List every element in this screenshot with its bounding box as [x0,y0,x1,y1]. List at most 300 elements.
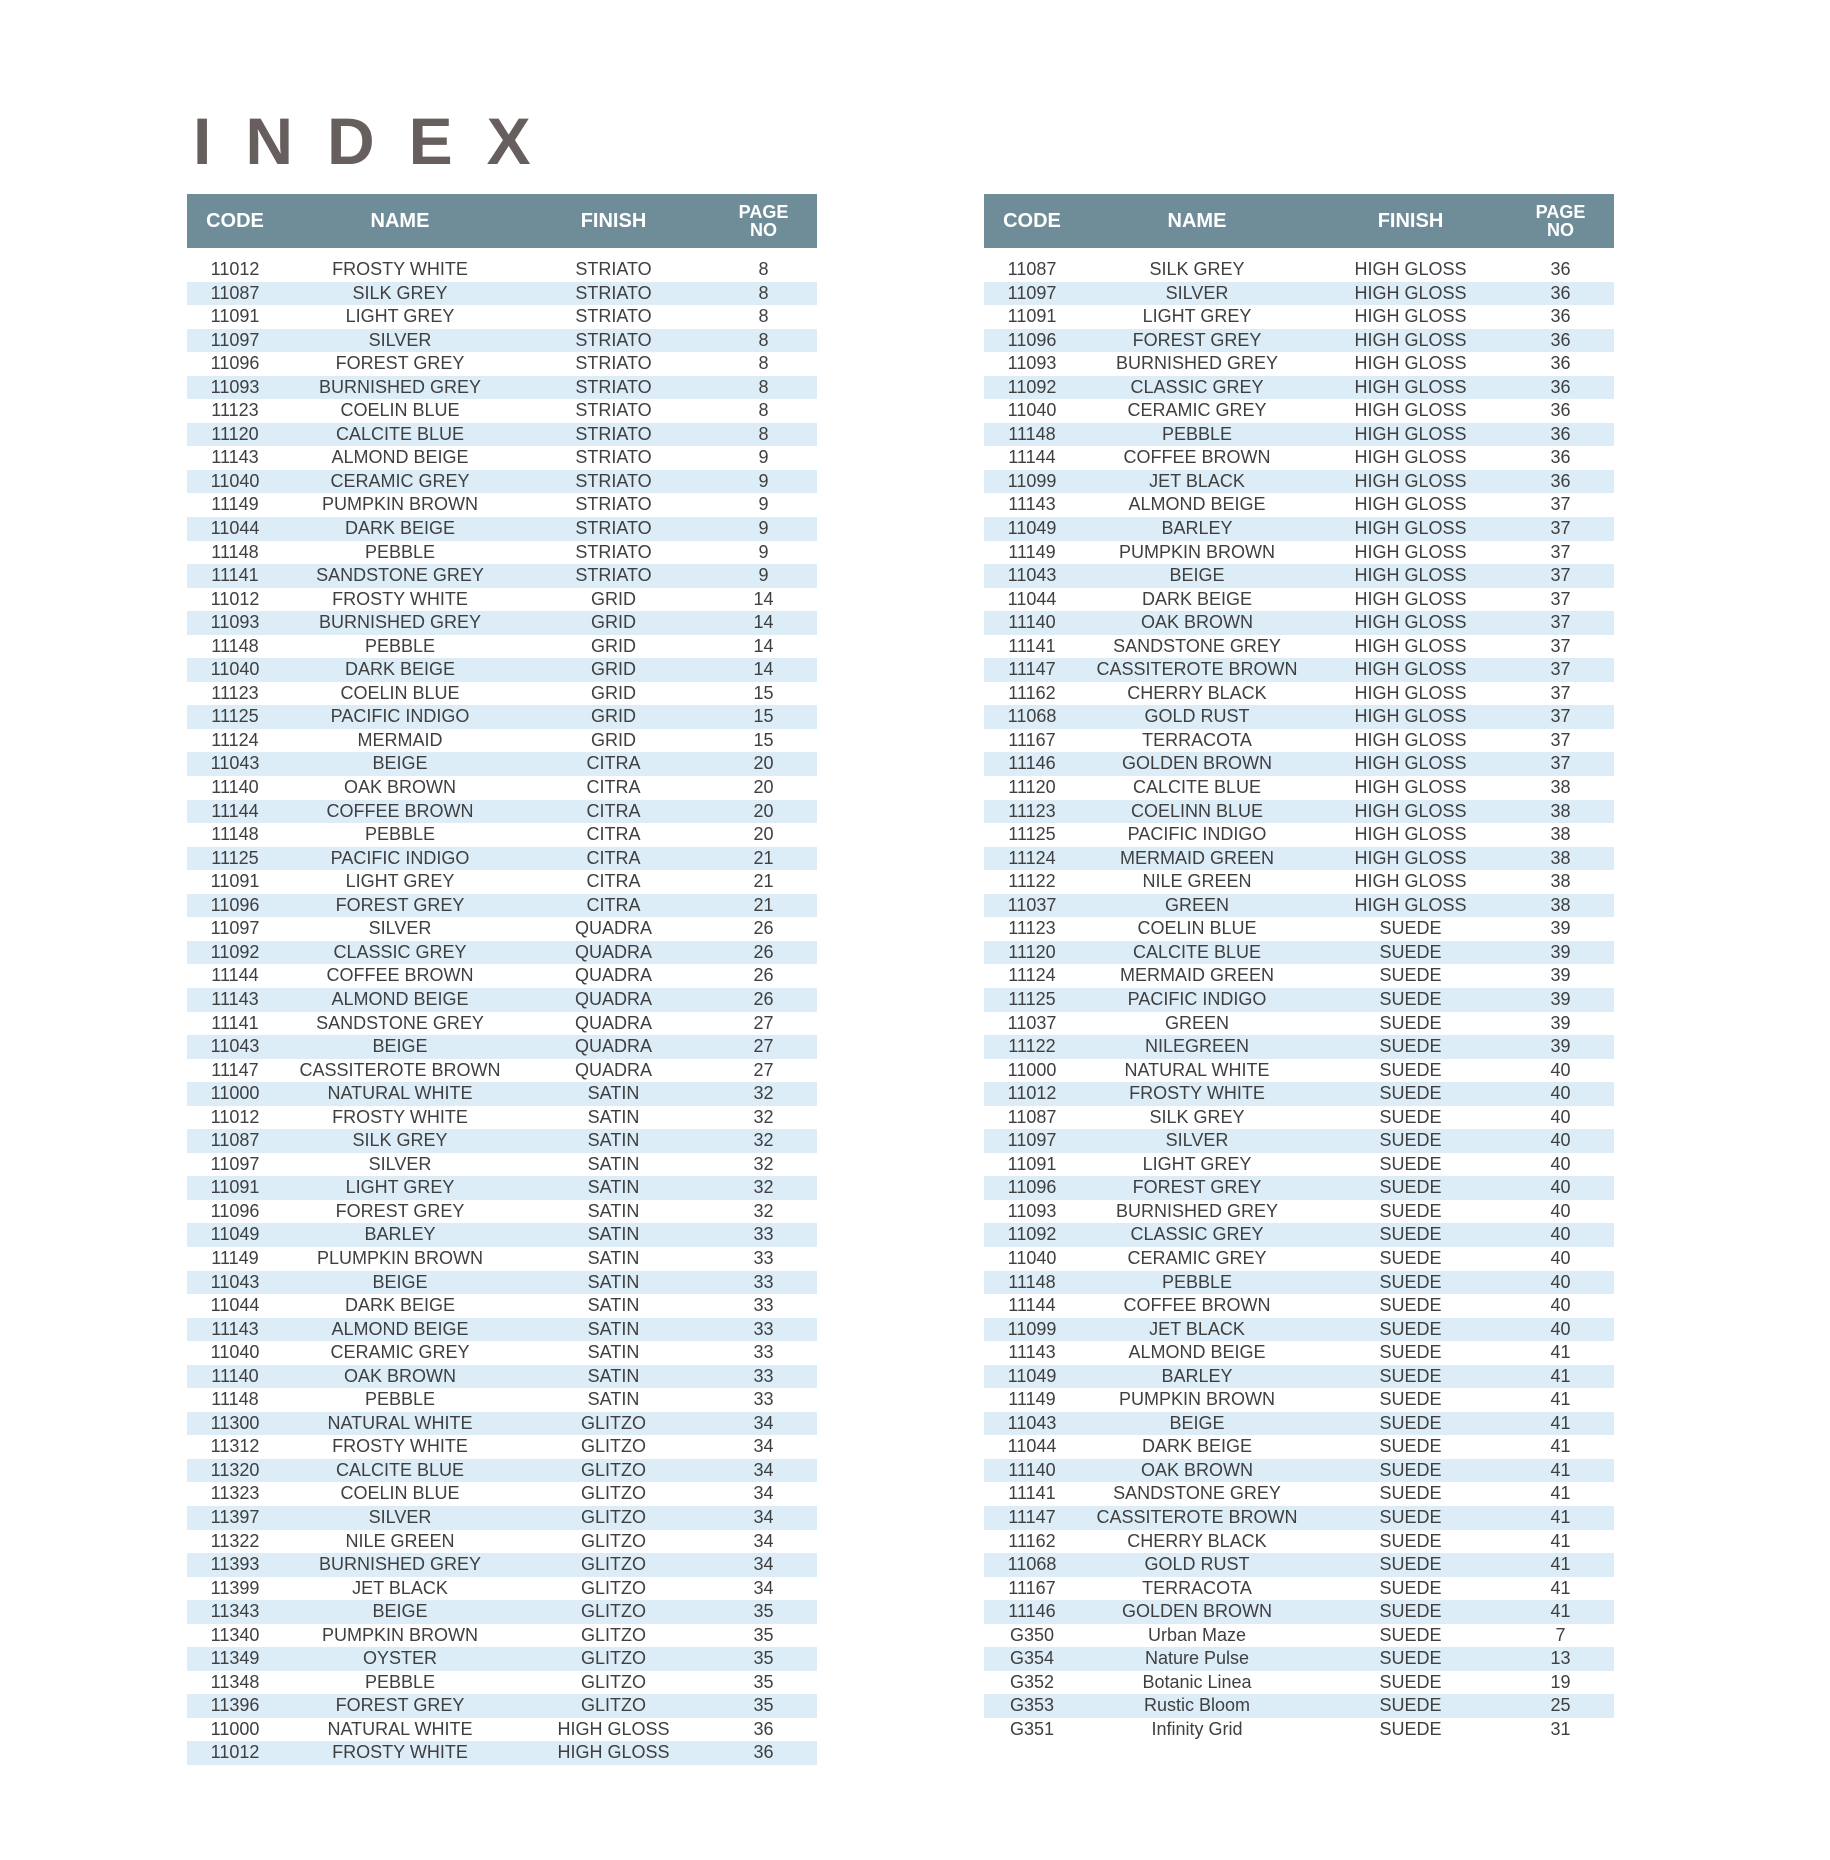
table-row [984,1600,1614,1624]
table-row [187,1718,817,1742]
cell-finish: SUEDE [1379,1718,1442,1739]
cell-finish: HIGH GLOSS [1354,282,1467,303]
table-row [187,588,817,612]
cell-page: 39 [1550,941,1571,962]
cell-finish: GRID [591,729,636,750]
cell-name: CLASSIC GREY [333,941,467,962]
cell-finish: SUEDE [1379,1200,1442,1221]
cell-name: DARK BEIGE [1141,588,1253,609]
cell-name: GREEN [1164,1012,1229,1033]
cell-finish: SUEDE [1379,1012,1442,1033]
cell-code: 11092 [1007,376,1057,397]
cell-finish: SUEDE [1379,918,1442,939]
cell-code: 11397 [210,1506,260,1527]
cell-finish: STRIATO [575,282,652,303]
cell-code: 11120 [1008,777,1056,798]
table-row [984,1506,1614,1530]
cell-finish: SUEDE [1379,1036,1442,1057]
cell-code: 11300 [210,1412,260,1433]
table-row [984,1624,1614,1648]
cell-page: 38 [1550,824,1571,845]
cell-name: FOREST GREY [335,353,465,374]
cell-code: 11000 [1007,1059,1057,1080]
cell-name: SANDSTONE GREY [1113,635,1281,656]
cell-code: 11044 [1007,588,1057,609]
cell-code: 11040 [1007,1247,1057,1268]
cell-finish: SUEDE [1379,1601,1442,1622]
cell-code: 11123 [211,682,259,703]
cell-code: 11093 [210,376,260,397]
cell-code: 11093 [1007,1200,1057,1221]
cell-finish: HIGH GLOSS [557,1718,670,1739]
cell-page: 38 [1550,847,1571,868]
cell-page: 13 [1550,1648,1571,1669]
header-page-line1: PAGE [738,202,789,222]
table-row [984,470,1614,494]
cell-name: FROSTY WHITE [1129,1083,1265,1104]
cell-page: 33 [753,1342,774,1363]
cell-code: 11091 [210,1177,260,1198]
cell-name: SANDSTONE GREY [316,1012,484,1033]
cell-finish: GLITZO [580,1554,646,1575]
table-row [984,705,1614,729]
cell-finish: SUEDE [1379,1177,1442,1198]
cell-page: 41 [1550,1506,1571,1527]
table-row [984,1647,1614,1671]
table-row [984,1200,1614,1224]
cell-finish: SUEDE [1379,1554,1442,1575]
cell-code: 11092 [210,941,260,962]
cell-finish: QUADRA [574,1012,652,1033]
cell-name: CERAMIC GREY [1127,400,1267,421]
cell-code: 11087 [210,1130,260,1151]
cell-page: 35 [753,1601,774,1622]
table-row [984,258,1614,282]
cell-page: 40 [1550,1247,1571,1268]
cell-code: 11099 [1007,1318,1057,1339]
table-row [187,800,817,824]
table-row [984,823,1614,847]
table-row [187,352,817,376]
cell-page: 33 [753,1247,774,1268]
table-row [187,1271,817,1295]
cell-finish: GLITZO [580,1436,646,1457]
table-row [984,1365,1614,1389]
cell-code: 11124 [1008,847,1056,868]
cell-name: PEBBLE [364,1389,436,1410]
cell-name: BARLEY [1161,1365,1233,1386]
cell-name: BURNISHED GREY [318,1554,482,1575]
table-row [187,847,817,871]
cell-code: 11096 [1007,329,1057,350]
cell-finish: SUEDE [1379,1483,1442,1504]
cell-finish: GLITZO [580,1601,646,1622]
table-row [984,376,1614,400]
cell-finish: STRIATO [575,541,652,562]
cell-page: 40 [1550,1200,1571,1221]
cell-finish: SATIN [587,1083,640,1104]
cell-page: 36 [1550,447,1571,468]
table-row [187,658,817,682]
cell-page: 40 [1550,1130,1571,1151]
cell-code: 11143 [1008,1342,1056,1363]
table-row [984,894,1614,918]
cell-name: FOREST GREY [1132,1177,1262,1198]
cell-page: 20 [753,800,774,821]
cell-name: CASSITEROTE BROWN [1096,1506,1298,1527]
table-row [984,1412,1614,1436]
cell-code: 11144 [211,800,259,821]
cell-page: 41 [1550,1577,1571,1598]
cell-code: 11312 [210,1436,260,1457]
cell-name: LIGHT GREY [345,1177,455,1198]
cell-page: 26 [753,988,774,1009]
table-row [984,1553,1614,1577]
cell-code: 11043 [1007,565,1057,586]
table-row [187,446,817,470]
cell-name: CHERRY BLACK [1127,1530,1267,1551]
cell-name: LIGHT GREY [1142,306,1252,327]
cell-name: OAK BROWN [343,777,456,798]
cell-page: 19 [1550,1671,1571,1692]
cell-name: FOREST GREY [335,894,465,915]
cell-finish: SUEDE [1379,1295,1442,1316]
cell-finish: HIGH GLOSS [1354,353,1467,374]
cell-finish: SATIN [587,1318,640,1339]
table-header [984,194,1614,248]
cell-page: 36 [1550,376,1571,397]
table-row [984,917,1614,941]
table-row [984,564,1614,588]
table-row [984,870,1614,894]
cell-finish: HIGH GLOSS [1354,447,1467,468]
cell-name: DARK BEIGE [344,1295,456,1316]
cell-finish: STRIATO [575,400,652,421]
cell-name: CALCITE BLUE [335,1459,465,1480]
cell-page: 38 [1550,871,1571,892]
table-row [984,1012,1614,1036]
table-row [984,541,1614,565]
cell-code: 11097 [1007,282,1057,303]
cell-page: 34 [753,1459,774,1480]
table-row [187,1106,817,1130]
cell-name: BURNISHED GREY [1115,1200,1279,1221]
cell-code: 11167 [1008,729,1056,750]
cell-page: 20 [753,753,774,774]
cell-page: 7 [1555,1624,1566,1645]
cell-code: 11343 [210,1601,260,1622]
cell-page: 41 [1550,1342,1571,1363]
table-row [984,1435,1614,1459]
cell-finish: CITRA [586,894,641,915]
cell-finish: CITRA [586,824,641,845]
table-row [984,611,1614,635]
cell-finish: HIGH GLOSS [1354,329,1467,350]
cell-page: 27 [753,1012,774,1033]
table-row [984,1271,1614,1295]
cell-page: 8 [758,423,769,444]
table-row [187,470,817,494]
cell-name: PUMPKIN BROWN [321,494,478,515]
cell-name: COELINN BLUE [1130,800,1264,821]
cell-name: OAK BROWN [1140,612,1253,633]
table-row [984,1482,1614,1506]
cell-name: DARK BEIGE [1141,1436,1253,1457]
cell-finish: HIGH GLOSS [1354,494,1467,515]
cell-code: 11093 [1007,353,1057,374]
table-row [984,1059,1614,1083]
cell-finish: SATIN [587,1130,640,1151]
cell-code: 11068 [1007,706,1057,727]
cell-finish: STRIATO [575,518,652,539]
table-row [187,1435,817,1459]
cell-code: 11147 [1008,1506,1056,1527]
cell-code: 11068 [1007,1554,1057,1575]
table-row [187,1459,817,1483]
cell-name: OYSTER [362,1648,437,1669]
table-row [984,800,1614,824]
table-row [984,964,1614,988]
cell-code: G354 [1009,1648,1055,1669]
header-page-no [710,203,817,239]
cell-name: FOREST GREY [335,1695,465,1716]
cell-code: 11146 [1008,753,1056,774]
cell-name: BEIGE [372,1036,428,1057]
cell-name: ALMOND BEIGE [1128,1342,1266,1363]
cell-name: COELIN BLUE [340,400,460,421]
cell-page: 40 [1550,1295,1571,1316]
table-row [984,1530,1614,1554]
cell-code: 11148 [211,824,259,845]
cell-page: 36 [1550,423,1571,444]
table-row [984,682,1614,706]
cell-page: 37 [1550,659,1571,680]
cell-page: 20 [753,777,774,798]
cell-name: CERAMIC GREY [330,1342,470,1363]
table-row [984,329,1614,353]
cell-finish: SUEDE [1379,1059,1442,1080]
table-row [187,1365,817,1389]
table-row [984,1577,1614,1601]
cell-code: 11097 [1007,1130,1057,1151]
cell-page: 26 [753,941,774,962]
cell-page: 20 [753,824,774,845]
cell-name: Nature Pulse [1144,1648,1250,1669]
cell-code: 11122 [1008,1036,1056,1057]
cell-name: GREEN [1164,894,1229,915]
cell-code: 11049 [210,1224,260,1245]
cell-finish: HIGH GLOSS [1354,423,1467,444]
table-row [187,1223,817,1247]
cell-page: 33 [753,1295,774,1316]
cell-code: 11396 [210,1695,260,1716]
cell-page: 40 [1550,1059,1571,1080]
cell-page: 8 [758,376,769,397]
cell-code: 11167 [1008,1577,1056,1598]
cell-name: NILE GREEN [1142,871,1252,892]
cell-name: ALMOND BEIGE [331,988,469,1009]
cell-page: 36 [1550,353,1571,374]
cell-page: 15 [753,729,774,750]
cell-page: 8 [758,400,769,421]
cell-page: 8 [758,353,769,374]
table-row [187,1671,817,1695]
cell-name: JET BLACK [352,1577,448,1598]
cell-code: 11144 [1008,447,1056,468]
cell-page: 34 [753,1436,774,1457]
table-row [984,1294,1614,1318]
table-row [187,423,817,447]
cell-code: 11349 [210,1648,260,1669]
cell-name: COFFEE BROWN [1123,1295,1271,1316]
cell-finish: HIGH GLOSS [1354,400,1467,421]
table-row [187,776,817,800]
cell-name: PUMPKIN BROWN [1118,541,1275,562]
cell-page: 40 [1550,1318,1571,1339]
cell-page: 39 [1550,965,1571,986]
cell-finish: HIGH GLOSS [1354,376,1467,397]
cell-page: 34 [753,1412,774,1433]
cell-code: 11148 [1008,1271,1056,1292]
header-page-line1: PAGE [1535,202,1586,222]
header-code: CODE [1003,209,1061,232]
cell-page: 9 [758,494,769,515]
cell-name: SILVER [1165,1130,1229,1151]
cell-finish: STRIATO [575,565,652,586]
cell-code: 11162 [1008,682,1056,703]
cell-code: 11120 [1008,941,1056,962]
cell-name: FOREST GREY [1132,329,1262,350]
cell-code: 11012 [210,259,260,279]
table-row [984,352,1614,376]
cell-finish: SUEDE [1379,1459,1442,1480]
cell-code: 11125 [211,706,259,727]
cell-page: 41 [1550,1554,1571,1575]
cell-name: OAK BROWN [343,1365,456,1386]
cell-code: 11141 [211,565,259,586]
cell-finish: SUEDE [1379,1648,1442,1669]
cell-code: 11147 [211,1059,259,1080]
table-row [187,1341,817,1365]
table-row [187,1694,817,1718]
cell-code: 11091 [210,871,260,892]
cell-page: 39 [1550,918,1571,939]
table-row [984,1223,1614,1247]
cell-page: 37 [1550,753,1571,774]
cell-finish: GLITZO [580,1671,646,1692]
cell-code: 11096 [210,894,260,915]
cell-name: BURNISHED GREY [1115,353,1279,374]
cell-finish: SUEDE [1379,1389,1442,1410]
cell-page: 27 [753,1036,774,1057]
cell-finish: SUEDE [1379,1318,1442,1339]
cell-code: 11012 [210,588,260,609]
cell-code: 11140 [1008,1459,1056,1480]
table-row [187,493,817,517]
header-code: CODE [206,209,264,232]
cell-code: 11043 [210,1036,260,1057]
cell-code: 11399 [210,1577,260,1598]
table-row [187,1388,817,1412]
cell-name: NILEGREEN [1144,1036,1250,1057]
table-row [187,541,817,565]
table-row [187,1530,817,1554]
cell-name: SILVER [368,1153,432,1174]
header-page-line2: NO [750,220,777,240]
table-body [187,258,817,1765]
cell-finish: SATIN [587,1342,640,1363]
cell-page: 36 [1550,329,1571,350]
cell-name: COELIN BLUE [340,682,460,703]
cell-finish: HIGH GLOSS [1354,518,1467,539]
cell-page: 37 [1550,518,1571,539]
cell-name: COELIN BLUE [1137,918,1257,939]
cell-name: SILVER [368,918,432,939]
table-row [187,376,817,400]
cell-page: 33 [753,1224,774,1245]
cell-code: G350 [1009,1624,1055,1645]
cell-name: BEIGE [1169,565,1225,586]
cell-name: COFFEE BROWN [326,965,474,986]
cell-page: 33 [753,1318,774,1339]
table-row [187,329,817,353]
cell-name: PEBBLE [364,1671,436,1692]
cell-finish: HIGH GLOSS [1354,470,1467,491]
cell-code: 11049 [1007,1365,1057,1386]
cell-finish: SUEDE [1379,1153,1442,1174]
cell-name: GOLDEN BROWN [1121,1601,1272,1622]
cell-finish: HIGH GLOSS [1354,259,1467,279]
cell-finish: CITRA [586,753,641,774]
cell-finish: SUEDE [1379,1247,1442,1268]
table-row [984,658,1614,682]
cell-finish: STRIATO [575,376,652,397]
table-row [187,1412,817,1436]
cell-name: CALCITE BLUE [1132,941,1262,962]
cell-code: 11037 [1007,1012,1057,1033]
cell-name: PEBBLE [1161,1271,1233,1292]
cell-page: 36 [1550,282,1571,303]
cell-code: 11037 [1007,894,1057,915]
cell-code: 11096 [210,1200,260,1221]
cell-name: ALMOND BEIGE [1128,494,1266,515]
cell-code: 11340 [210,1624,260,1645]
table-header [187,194,817,248]
cell-finish: CITRA [586,777,641,798]
cell-name: SILVER [368,1506,432,1527]
cell-page: 9 [758,565,769,586]
cell-name: CASSITEROTE BROWN [299,1059,501,1080]
cell-finish: SUEDE [1379,1342,1442,1363]
cell-code: 11091 [210,306,260,327]
table-row [187,564,817,588]
table-row [984,1153,1614,1177]
cell-name: PACIFIC INDIGO [1127,988,1267,1009]
cell-name: TERRACOTA [1142,1577,1252,1598]
cell-page: 37 [1550,494,1571,515]
cell-page: 32 [753,1106,774,1127]
cell-name: GOLDEN BROWN [1121,753,1272,774]
cell-finish: GLITZO [580,1459,646,1480]
cell-finish: SATIN [587,1106,640,1127]
table-row [984,399,1614,423]
cell-code: 11000 [210,1718,260,1739]
cell-page: 15 [753,682,774,703]
cell-page: 38 [1550,800,1571,821]
cell-code: 11087 [1007,1106,1057,1127]
cell-finish: CITRA [586,800,641,821]
cell-name: MERMAID GREEN [1119,965,1274,986]
